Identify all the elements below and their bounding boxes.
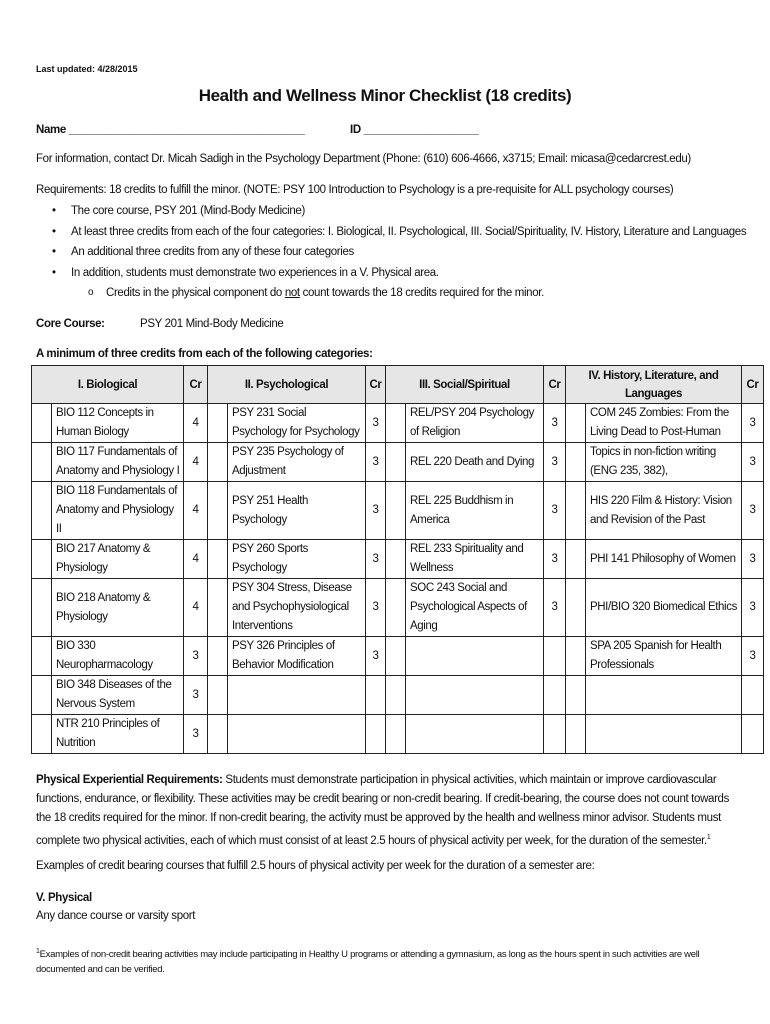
- table-row: [32, 579, 764, 637]
- course-credits-history-literature: [742, 715, 764, 754]
- checkbox-cell-biological[interactable]: [32, 715, 52, 754]
- course-credits-social-spiritual: [544, 637, 566, 676]
- course-credits-psychological: 3: [366, 540, 386, 579]
- checkbox-cell-social-spiritual[interactable]: [386, 443, 406, 482]
- header-credits: Cr: [366, 366, 386, 404]
- requirement-item: • At least three credits from each of the four categories: I. Biological, II. Psychological, III. Social/Spirituality, IV. History, Literature and Languages: [52, 225, 747, 238]
- course-name-history-literature: COM 245 Zombies: From the Living Dead to Post-Human: [586, 404, 742, 443]
- course-credits-psychological: [366, 676, 386, 715]
- course-credits-psychological: [366, 715, 386, 754]
- checkbox-cell-social-spiritual[interactable]: [386, 637, 406, 676]
- checkbox-cell-biological[interactable]: [32, 443, 52, 482]
- checkbox-cell-psychological[interactable]: [208, 637, 228, 676]
- page-title: Health and Wellness Minor Checklist (18 credits): [198, 86, 572, 105]
- course-credits-social-spiritual: 3: [544, 540, 566, 579]
- requirements-intro: Requirements: 18 credits to fulfill the minor. (NOTE: PSY 100 Introduction to Psychology is a pre-requisite for ALL psychology courses): [36, 184, 674, 196]
- checkbox-cell-history-literature[interactable]: [566, 540, 586, 579]
- course-name-psychological: PSY 326 Principles of Behavior Modification: [228, 637, 366, 676]
- checkbox-cell-biological[interactable]: [32, 404, 52, 443]
- course-credits-history-literature: 3: [742, 443, 764, 482]
- categories-heading: A minimum of three credits from each of the following categories:: [36, 348, 373, 360]
- course-checklist-table: [31, 365, 764, 754]
- core-course-value: PSY 201 Mind-Body Medicine: [140, 318, 284, 330]
- course-name-psychological: PSY 260 Sports Psychology: [228, 540, 366, 579]
- course-credits-social-spiritual: [544, 715, 566, 754]
- course-credits-history-literature: 3: [742, 579, 764, 637]
- course-name-biological: BIO 348 Diseases of the Nervous System: [52, 676, 184, 715]
- checkbox-cell-psychological[interactable]: [208, 443, 228, 482]
- contact-info: For information, contact Dr. Micah Sadigh in the Psychology Department (Phone: (610) 606-4666, x3715; Email: micasa@cedarcrest.edu): [36, 153, 691, 165]
- course-credits-social-spiritual: 3: [544, 404, 566, 443]
- course-name-social-spiritual: [406, 676, 544, 715]
- course-name-history-literature: HIS 220 Film & History: Vision and Revision of the Past: [586, 482, 742, 540]
- course-credits-biological: 3: [184, 715, 208, 754]
- circle-bullet-icon: o: [88, 287, 94, 298]
- checkbox-cell-biological[interactable]: [32, 579, 52, 637]
- course-name-social-spiritual: REL/PSY 204 Psychology of Religion: [406, 404, 544, 443]
- checkbox-cell-psychological[interactable]: [208, 404, 228, 443]
- checkbox-cell-history-literature[interactable]: [566, 482, 586, 540]
- header-history-literature: IV. History, Literature, and Languages: [566, 366, 742, 404]
- course-credits-psychological: 3: [366, 579, 386, 637]
- checkbox-cell-biological[interactable]: [32, 637, 52, 676]
- checkbox-cell-psychological[interactable]: [208, 482, 228, 540]
- examples-text: Examples of credit bearing courses that fulfill 2.5 hours of physical activity per week for the duration of a semester are:: [36, 860, 595, 872]
- header-social-spiritual: III. Social/Spiritual: [386, 366, 544, 404]
- requirement-item: • An additional three credits from any of these four categories: [52, 246, 354, 258]
- course-credits-biological: 4: [184, 443, 208, 482]
- course-credits-psychological: 3: [366, 404, 386, 443]
- checkbox-cell-biological[interactable]: [32, 540, 52, 579]
- header-psychological: II. Psychological: [208, 366, 366, 404]
- course-credits-social-spiritual: 3: [544, 482, 566, 540]
- name-field-label: Name _______________________________________: [36, 124, 305, 136]
- course-name-history-literature: PHI 141 Philosophy of Women: [586, 540, 742, 579]
- course-name-psychological: [228, 676, 366, 715]
- checkbox-cell-psychological[interactable]: [208, 540, 228, 579]
- course-name-psychological: PSY 231 Social Psychology for Psychology: [228, 404, 366, 443]
- checkbox-cell-psychological[interactable]: [208, 676, 228, 715]
- checkbox-cell-biological[interactable]: [32, 676, 52, 715]
- footnote-ref: 1: [706, 834, 711, 841]
- checkbox-cell-biological[interactable]: [32, 482, 52, 540]
- table-header-row: [32, 366, 764, 404]
- bullet-icon: •: [52, 225, 56, 238]
- table-row: [32, 540, 764, 579]
- course-name-history-literature: [586, 676, 742, 715]
- checkbox-cell-social-spiritual[interactable]: [386, 540, 406, 579]
- course-name-psychological: PSY 251 Health Psychology: [228, 482, 366, 540]
- course-name-psychological: PSY 304 Stress, Disease and Psychophysiological Interventions: [228, 579, 366, 637]
- course-name-social-spiritual: SOC 243 Social and Psychological Aspects of Aging: [406, 579, 544, 637]
- checkbox-cell-social-spiritual[interactable]: [386, 676, 406, 715]
- course-name-biological: BIO 118 Fundamentals of Anatomy and Physiology II: [52, 482, 184, 540]
- bullet-icon: •: [52, 266, 56, 279]
- course-credits-social-spiritual: 3: [544, 579, 566, 637]
- course-name-social-spiritual: [406, 715, 544, 754]
- course-name-psychological: PSY 235 Psychology of Adjustment: [228, 443, 366, 482]
- course-name-biological: BIO 117 Fundamentals of Anatomy and Physiology I: [52, 443, 184, 482]
- id-field-label: ID ___________________: [350, 124, 479, 136]
- requirement-item: • In addition, students must demonstrate two experiences in a V. Physical area.: [52, 266, 439, 279]
- course-credits-biological: 4: [184, 404, 208, 443]
- physical-heading: V. Physical: [36, 892, 92, 904]
- course-credits-psychological: 3: [366, 637, 386, 676]
- course-credits-social-spiritual: 3: [544, 443, 566, 482]
- course-name-biological: BIO 330 Neuropharmacology: [52, 637, 184, 676]
- requirement-subitem: o Credits in the physical component do not count towards the 18 credits required for the minor.: [88, 287, 544, 299]
- header-credits: Cr: [544, 366, 566, 404]
- course-name-biological: BIO 218 Anatomy & Physiology: [52, 579, 184, 637]
- course-credits-history-literature: 3: [742, 540, 764, 579]
- course-credits-biological: 4: [184, 482, 208, 540]
- checkbox-cell-history-literature[interactable]: [566, 637, 586, 676]
- physical-text: Any dance course or varsity sport: [36, 910, 196, 922]
- requirements-list: [36, 205, 746, 308]
- checkbox-cell-history-literature[interactable]: [566, 715, 586, 754]
- course-name-history-literature: SPA 205 Spanish for Health Professionals: [586, 637, 742, 676]
- course-credits-history-literature: [742, 676, 764, 715]
- course-name-biological: NTR 210 Principles of Nutrition: [52, 715, 184, 754]
- bullet-icon: •: [52, 246, 56, 258]
- course-credits-biological: 3: [184, 676, 208, 715]
- table-row: [32, 404, 764, 443]
- checkbox-cell-social-spiritual[interactable]: [386, 579, 406, 637]
- table-row: [32, 482, 764, 540]
- course-name-history-literature: PHI/BIO 320 Biomedical Ethics: [586, 579, 742, 637]
- checkbox-cell-history-literature[interactable]: [566, 579, 586, 637]
- course-credits-biological: 3: [184, 637, 208, 676]
- course-name-social-spiritual: [406, 637, 544, 676]
- header-credits: Cr: [742, 366, 764, 404]
- core-course-label: Core Course:: [36, 318, 105, 330]
- course-name-psychological: [228, 715, 366, 754]
- header-biological: I. Biological: [32, 366, 184, 404]
- requirement-item: • The core course, PSY 201 (Mind-Body Medicine): [52, 205, 305, 217]
- checkbox-cell-social-spiritual[interactable]: [386, 715, 406, 754]
- table-row: [32, 443, 764, 482]
- checkbox-cell-history-literature[interactable]: [566, 404, 586, 443]
- checkbox-cell-history-literature[interactable]: [566, 676, 586, 715]
- physical-requirements: Physical Experiential Requirements: Students must demonstrate participation in physical activities, which maintain or improve cardiovascular functions, endurance, or flexibility. These activities may be credit bearing or non-credit bearing. If credit-bearing, the course does not count towards the 18 credits required for the minor. If non-credit bearing, the activity must be approved by the health and wellness minor advisor. Students must complete two physical activities, each of which must consist of at least 2.5 hours of physical activity per week, for the duration of the semester.$^1$: [36, 774, 729, 847]
- course-credits-social-spiritual: [544, 676, 566, 715]
- course-credits-psychological: 3: [366, 443, 386, 482]
- header-credits: Cr: [184, 366, 208, 404]
- course-name-social-spiritual: REL 233 Spirituality and Wellness: [406, 540, 544, 579]
- course-name-history-literature: [586, 715, 742, 754]
- table-row: [32, 715, 764, 754]
- course-name-history-literature: Topics in non-fiction writing (ENG 235, 382),: [586, 443, 742, 482]
- table-row: [32, 637, 764, 676]
- course-name-social-spiritual: REL 225 Buddhism in America: [406, 482, 544, 540]
- checkbox-cell-social-spiritual[interactable]: [386, 482, 406, 540]
- checkbox-cell-psychological[interactable]: [208, 715, 228, 754]
- checkbox-cell-psychological[interactable]: [208, 579, 228, 637]
- course-credits-history-literature: 3: [742, 482, 764, 540]
- course-name-biological: BIO 217 Anatomy & Physiology: [52, 540, 184, 579]
- course-credits-history-literature: 3: [742, 637, 764, 676]
- table-row: [32, 676, 764, 715]
- course-credits-biological: 4: [184, 540, 208, 579]
- last-updated: Last updated: 4/28/2015: [36, 64, 138, 74]
- checkbox-cell-history-literature[interactable]: [566, 443, 586, 482]
- course-credits-psychological: 3: [366, 482, 386, 540]
- checkbox-cell-social-spiritual[interactable]: [386, 404, 406, 443]
- course-name-biological: BIO 112 Concepts in Human Biology: [52, 404, 184, 443]
- course-credits-biological: 4: [184, 579, 208, 637]
- bullet-icon: •: [52, 205, 56, 217]
- footnote: $^1$Examples of non-credit bearing activities may include participating in Healthy U programs or attending a gymnasium, as long as the hours spent in such activities are well documented and can be verified.: [36, 948, 700, 976]
- course-credits-history-literature: 3: [742, 404, 764, 443]
- course-name-social-spiritual: REL 220 Death and Dying: [406, 443, 544, 482]
